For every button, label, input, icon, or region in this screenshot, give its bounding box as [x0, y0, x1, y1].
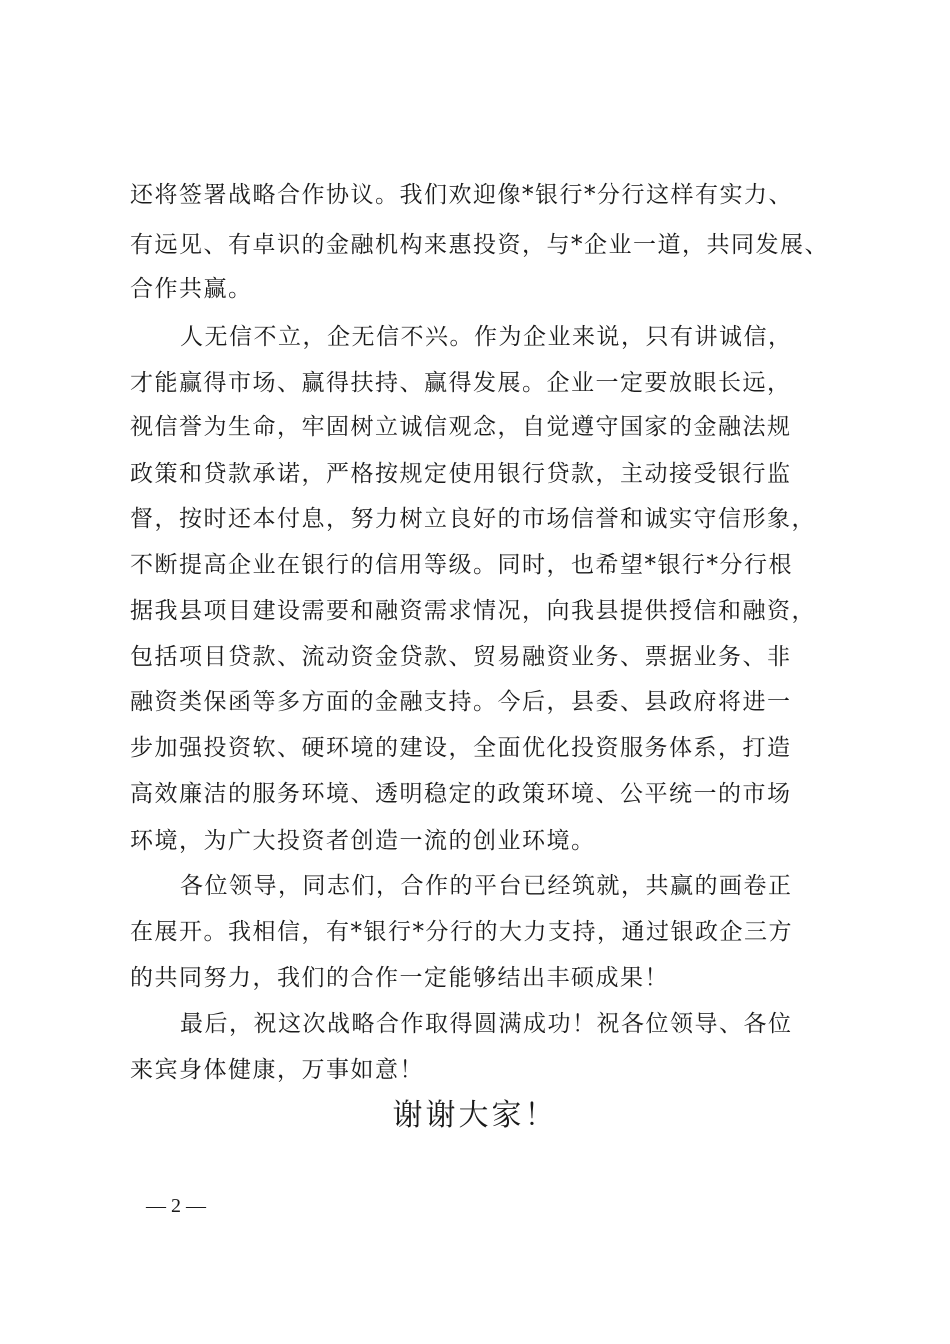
text-line: 还将签署战略合作协议。我们欢迎像*银行*分行这样有实力、: [130, 182, 793, 208]
closing-remark: 谢谢大家！: [392, 1098, 558, 1133]
text-line: 融资类保函等多方面的金融支持。今后，县委、县政府将进一: [130, 689, 792, 715]
paragraph-start-line: 人无信不立，企无信不兴。作为企业来说，只有讲诚信，: [180, 324, 793, 350]
paragraph-start-line: 最后，祝这次战略合作取得圆满成功！祝各位领导、各位: [180, 1011, 793, 1037]
text-line: 视信誉为生命，牢固树立诚信观念，自觉遵守国家的金融法规: [130, 414, 792, 440]
text-line: 环境，为广大投资者创造一流的创业环境。: [130, 828, 596, 854]
paragraph-start-line: 各位领导，同志们，合作的平台已经筑就，共赢的画卷正: [180, 873, 793, 899]
text-line: 合作共赢。: [130, 276, 253, 302]
text-line: 据我县项目建设需要和融资需求情况，向我县提供授信和融资，: [130, 598, 816, 624]
text-line: 在展开。我相信，有*银行*分行的大力支持，通过银政企三方: [130, 919, 793, 945]
text-line: 步加强投资软、硬环境的建设，全面优化投资服务体系，打造: [130, 735, 792, 761]
text-line: 有远见、有卓识的金融机构来惠投资，与*企业一道，共同发展、: [130, 232, 829, 258]
page-number: — 2 —: [146, 1195, 206, 1217]
text-line: 不断提高企业在银行的信用等级。同时，也希望*银行*分行根: [130, 552, 793, 578]
text-line: 高效廉洁的服务环境、透明稳定的政策环境、公平统一的市场: [130, 781, 792, 807]
text-line: 政策和贷款承诺，严格按规定使用银行贷款，主动接受银行监: [130, 461, 792, 487]
text-line: 来宾身体健康，万事如意！: [130, 1057, 424, 1083]
text-line: 督，按时还本付息，努力树立良好的市场信誉和诚实守信形象，: [130, 506, 816, 532]
text-line: 包括项目贷款、流动资金贷款、贸易融资业务、票据业务、非: [130, 644, 792, 670]
text-line: 才能赢得市场、赢得扶持、赢得发展。企业一定要放眼长远，: [130, 370, 792, 396]
text-line: 的共同努力，我们的合作一定能够结出丰硕成果！: [130, 965, 669, 991]
